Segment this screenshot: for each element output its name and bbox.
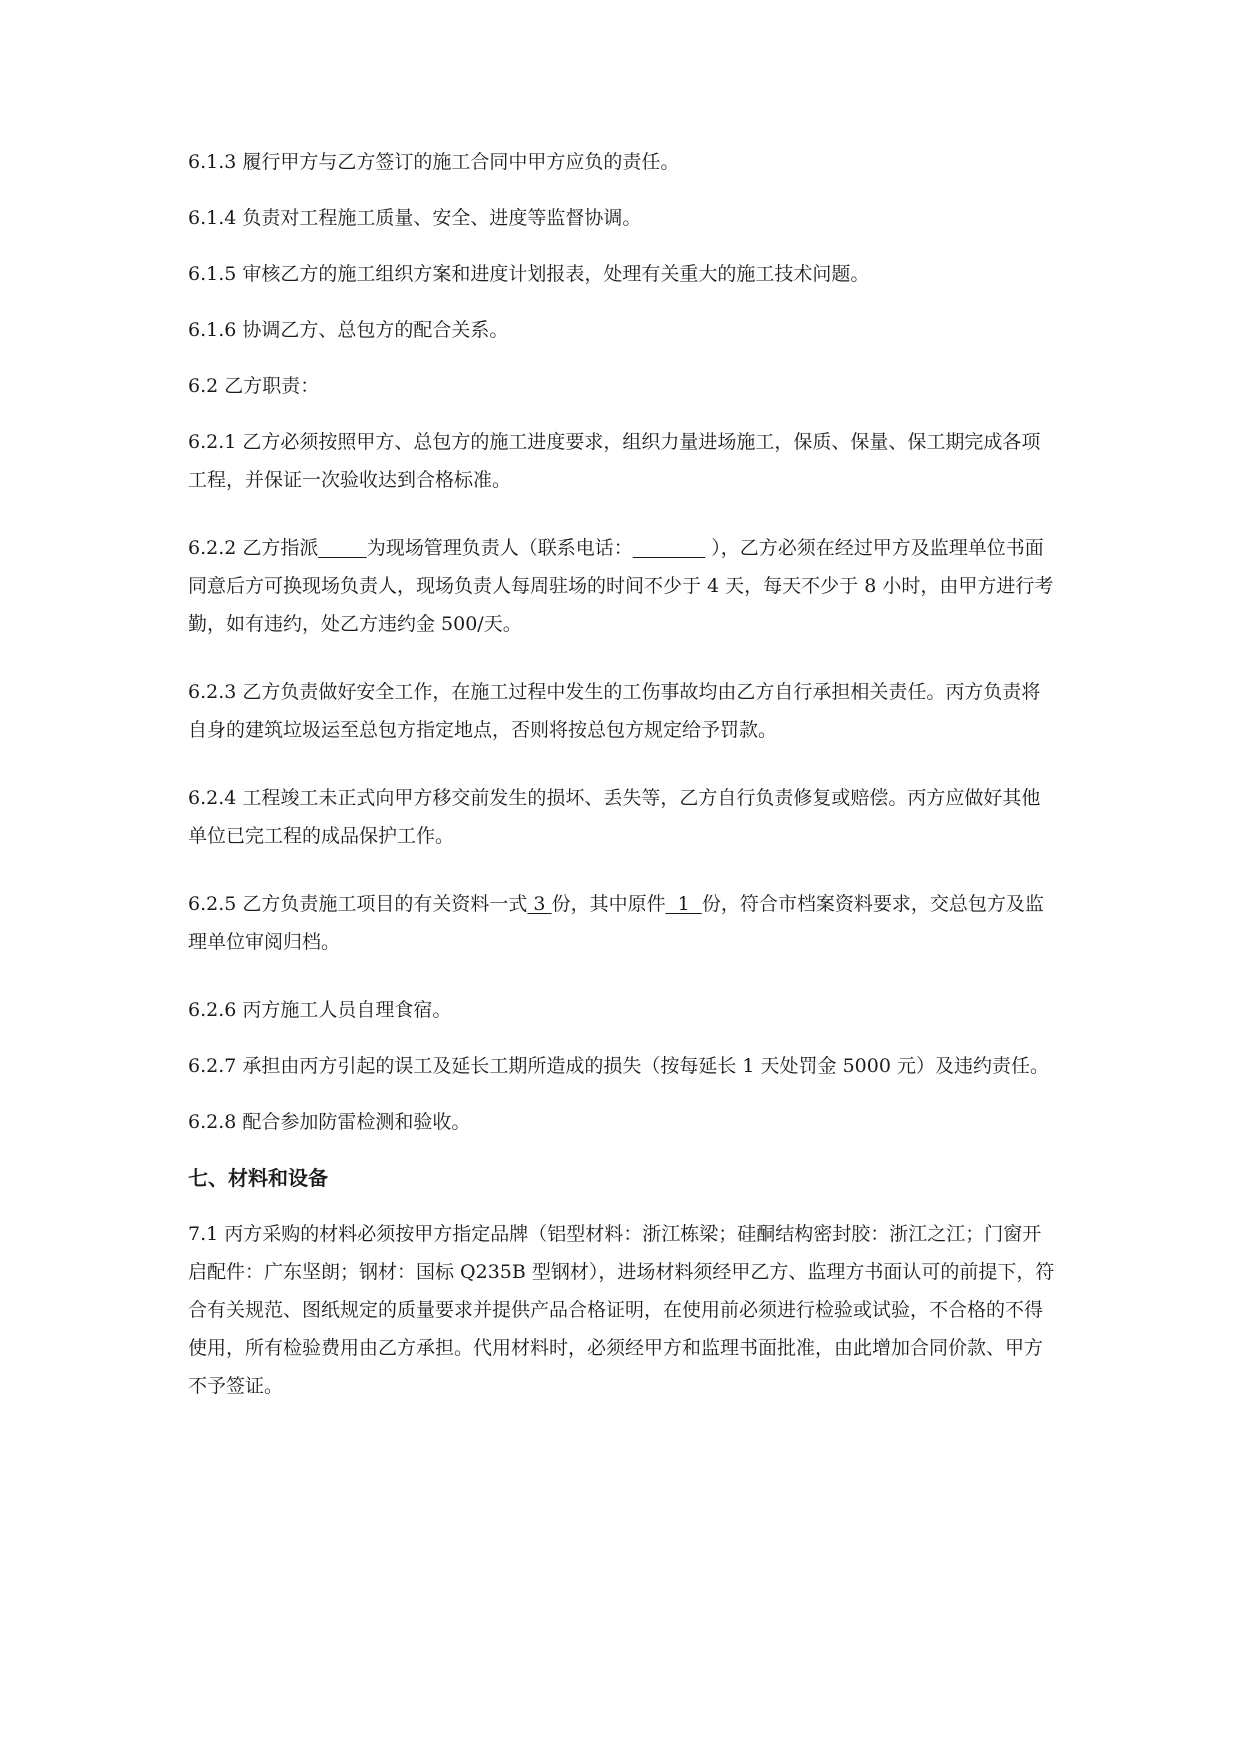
clause-6-2-2 [188,529,1056,643]
manager-name-blank [318,537,366,559]
clause-7-1: 7.1 丙方采购的材料必须按甲方指定品牌（铝型材料：浙江栋梁；硅酮结构密封胶：浙江之江；门窗开启配件：广东坚朗；钢材：国标 Q235B 型钢材），进场材料须经甲乙方、监理方书面认可的前提下，符合有关规范、图纸规定的质量要求并提供产品合格证明，在使用前必须进行检验或试验，不合格的不得使用，所有检验费用由乙方承担。代用材料时，必须经甲方和监理书面批准，由此增加合同价款、甲方不予签证。 [188,1223,1055,1397]
clause-6-2-6: 6.2.6 丙方施工人员自理食宿。 [188,999,452,1021]
section-7-heading: 七、材料和设备 [188,1166,328,1190]
phone-number-blank [633,537,705,559]
clause-6-2-5-text-c: 份，符合市档案资料要求，交总包方及监理单位审阅归档。 [188,893,1044,953]
clause-6-2-5 [188,885,1056,961]
original-count: 1 [665,893,702,915]
clause-6-2-1: 6.2.1 乙方必须按照甲方、总包方的施工进度要求，组织力量进场施工，保质、保量、保工期完成各项工程，并保证一次验收达到合格标准。 [188,431,1041,491]
clause-6-2-4: 6.2.4 工程竣工未正式向甲方移交前发生的损坏、丢失等，乙方自行负责修复或赔偿。丙方应做好其他单位已完工程的成品保护工作。 [188,787,1041,847]
clause-6-2-3: 6.2.3 乙方负责做好安全工作，在施工过程中发生的工伤事故均由乙方自行承担相关责任。丙方负责将自身的建筑垃圾运至总包方指定地点，否则将按总包方规定给予罚款。 [188,681,1041,741]
copies-count: 3 [527,893,552,915]
clause-6-2-2-text-b: 为现场管理负责人（联系电话： [366,537,633,559]
clause-6-1-6: 6.1.6 协调乙方、总包方的配合关系。 [188,319,509,341]
clause-6-1-3: 6.1.3 履行甲方与乙方签订的施工合同中甲方应负的责任。 [188,151,680,173]
clause-6-1-4: 6.1.4 负责对工程施工质量、安全、进度等监督协调。 [188,207,642,229]
clause-6-2-heading: 6.2 乙方职责： [188,375,320,397]
clause-6-2-8: 6.2.8 配合参加防雷检测和验收。 [188,1111,471,1133]
document-body [188,143,1056,1405]
clause-6-2-7: 6.2.7 承担由丙方引起的误工及延长工期所造成的损失（按每延长 1 天处罚金 5000 元）及违约责任。 [188,1055,1049,1077]
clause-6-1-5: 6.1.5 审核乙方的施工组织方案和进度计划报表，处理有关重大的施工技术问题。 [188,263,870,285]
clause-6-2-2-text-c: ），乙方必须在经过甲方及监理单位书面同意后方可换现场负责人，现场负责人每周驻场的时间不少于 4 天，每天不少于 8 小时，由甲方进行考勤，如有违约，处乙方违约金 500/天。 [188,537,1054,635]
clause-6-2-5-text-a: 6.2.5 乙方负责施工项目的有关资料一式 [188,893,528,915]
clause-6-2-2-text-a: 6.2.2 乙方指派 [188,537,319,559]
clause-6-2-5-text-b: 份，其中原件 [551,893,666,915]
